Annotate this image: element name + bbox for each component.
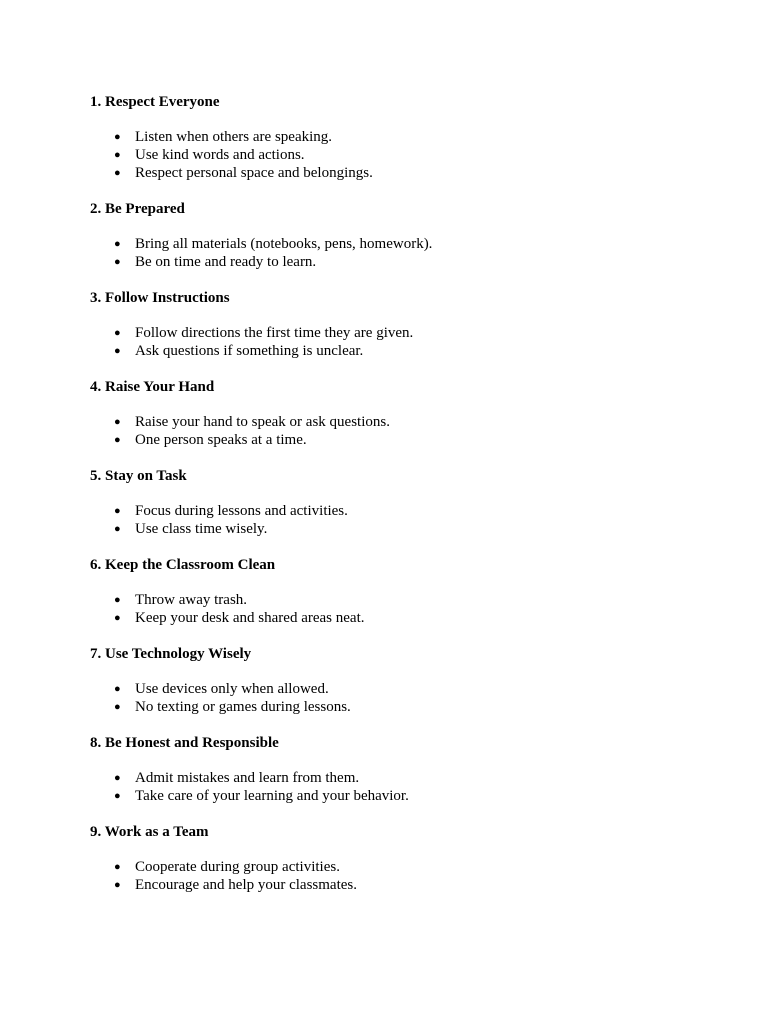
section-raise-your-hand xyxy=(90,378,710,449)
list-item-text: Throw away trash. xyxy=(135,592,248,608)
section-use-technology-wisely xyxy=(90,645,710,716)
section-heading: 3. Follow Instructions xyxy=(90,290,230,306)
section-work-as-team xyxy=(90,823,710,894)
section-follow-instructions xyxy=(90,289,710,360)
list-item-text: Admit mistakes and learn from them. xyxy=(135,770,360,786)
section-heading: 6. Keep the Classroom Clean xyxy=(90,557,276,573)
section-heading: 2. Be Prepared xyxy=(90,201,185,217)
bullet-icon: ● xyxy=(114,327,121,339)
list-item-text: Use devices only when allowed. xyxy=(135,681,329,697)
section-heading: 4. Raise Your Hand xyxy=(90,379,215,395)
section-heading: 5. Stay on Task xyxy=(90,468,187,484)
section-be-prepared xyxy=(90,200,710,271)
bullet-icon: ● xyxy=(114,131,121,143)
list-item-text: Take care of your learning and your behavior. xyxy=(135,788,409,804)
list-item xyxy=(90,858,710,876)
list-item-text: Be on time and ready to learn. xyxy=(135,254,317,270)
list-item-text: Follow directions the first time they are given. xyxy=(135,325,414,341)
bullet-icon: ● xyxy=(114,505,121,517)
bullet-icon: ● xyxy=(114,594,121,606)
list-item xyxy=(90,413,710,431)
section-be-honest-responsible xyxy=(90,734,710,805)
list-item xyxy=(90,520,710,538)
bullet-icon: ● xyxy=(114,523,121,535)
list-item-text: Cooperate during group activities. xyxy=(135,859,340,875)
bullet-icon: ● xyxy=(114,683,121,695)
list-item xyxy=(90,876,710,894)
bullet-icon: ● xyxy=(114,238,121,250)
list-item-text: Use class time wisely. xyxy=(135,521,268,537)
list-item xyxy=(90,787,710,805)
list-item xyxy=(90,164,710,182)
section-heading: 1. Respect Everyone xyxy=(90,94,220,110)
list-item xyxy=(90,680,710,698)
bullet-icon: ● xyxy=(114,167,121,179)
list-item xyxy=(90,769,710,787)
bullet-icon: ● xyxy=(114,256,121,268)
list-item-text: Focus during lessons and activities. xyxy=(135,503,348,519)
bullet-icon: ● xyxy=(114,149,121,161)
section-heading: 9. Work as a Team xyxy=(90,824,209,840)
bullet-list xyxy=(90,324,710,360)
bullet-icon: ● xyxy=(114,772,121,784)
list-item xyxy=(90,698,710,716)
bullet-list xyxy=(90,591,710,627)
section-heading: 7. Use Technology Wisely xyxy=(90,646,252,662)
bullet-icon: ● xyxy=(114,861,121,873)
bullet-list xyxy=(90,502,710,538)
bullet-list xyxy=(90,413,710,449)
section-stay-on-task xyxy=(90,467,710,538)
list-item-text: Listen when others are speaking. xyxy=(135,129,333,145)
list-item-text: No texting or games during lessons. xyxy=(135,699,351,715)
list-item xyxy=(90,431,710,449)
section-keep-classroom-clean xyxy=(90,556,710,627)
list-item xyxy=(90,146,710,164)
list-item-text: Use kind words and actions. xyxy=(135,147,305,163)
bullet-icon: ● xyxy=(114,345,121,357)
list-item-text: One person speaks at a time. xyxy=(135,432,307,448)
list-item-text: Keep your desk and shared areas neat. xyxy=(135,610,365,626)
list-item xyxy=(90,253,710,271)
list-item-text: Bring all materials (notebooks, pens, homework). xyxy=(135,236,433,252)
bullet-list xyxy=(90,128,710,182)
list-item-text: Ask questions if something is unclear. xyxy=(135,343,364,359)
bullet-icon: ● xyxy=(114,701,121,713)
bullet-list xyxy=(90,235,710,271)
list-item-text: Encourage and help your classmates. xyxy=(135,877,358,893)
list-item xyxy=(90,342,710,360)
document-page xyxy=(90,93,710,912)
bullet-icon: ● xyxy=(114,612,121,624)
bullet-icon: ● xyxy=(114,879,121,891)
section-heading: 8. Be Honest and Responsible xyxy=(90,735,279,751)
list-item-text: Raise your hand to speak or ask questions. xyxy=(135,414,390,430)
list-item xyxy=(90,324,710,342)
bullet-icon: ● xyxy=(114,790,121,802)
bullet-list xyxy=(90,858,710,894)
list-item xyxy=(90,591,710,609)
list-item xyxy=(90,502,710,520)
bullet-icon: ● xyxy=(114,416,121,428)
bullet-icon: ● xyxy=(114,434,121,446)
list-item-text: Respect personal space and belongings. xyxy=(135,165,373,181)
list-item xyxy=(90,128,710,146)
bullet-list xyxy=(90,680,710,716)
section-respect-everyone xyxy=(90,93,710,182)
list-item xyxy=(90,235,710,253)
bullet-list xyxy=(90,769,710,805)
list-item xyxy=(90,609,710,627)
